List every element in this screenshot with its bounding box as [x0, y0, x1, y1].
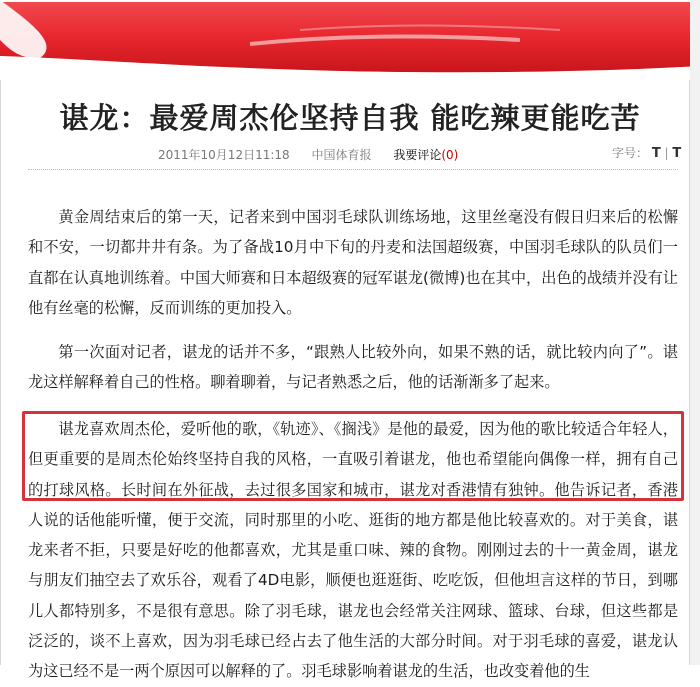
comment-link[interactable]: 我要评论 [393, 148, 442, 162]
font-size-control [612, 144, 681, 161]
scrollbar-track[interactable] [690, 0, 700, 665]
paragraph: 谌龙喜欢周杰伦，爱听他的歌，《轨迹》、《搁浅》是他的最爱，因为他的歌比较适合年轻人，但更重要的是周杰伦始终坚持自我的风格，一直吸引着谌龙，他也希望能向偶像一样，拥有自己的打球风格。长时间在外征战，去过很多国家和城市，谌龙对香港情有独钟。他告诉记者，香港人说的话他能听懂，便于交流，同时那里的小吃、逛街的地方都是他比较喜欢的。对于美食，谌龙来者不拒，只要是好吃的他都喜欢，尤其是重口味、辣的食物。刚刚过去的十一黄金周，谌龙与朋友们抽空去了欢乐谷，观看了4D电影，顺便也逛逛街、吃吃饭，但他坦言这样的节日，到哪儿人都特别多，不是很有意思。除了羽毛球，谌龙也会经常关注网球、篮球、台球，但这些都是泛泛的，谈不上喜欢，因为羽毛球已经占去了他生活的大部分时间。对于羽毛球的喜爱，谌龙认为这已经不是一两个原因可以解释的了。羽毛球影响着谌龙的生活，也改变着他的生 [28, 420, 678, 681]
paragraph: 黄金周结束后的第一天，记者来到中国羽毛球队训练场地，这里丝毫没有假日归来后的松懈和不安，一切都井井有条。为了备战10月中下旬的丹麦和法国超级赛，中国羽毛球队的队员们一直都在认真地训练着。中国大师赛和日本超级赛的冠军谌龙(微博)也在其中，出色的战绩并没有让他有丝毫的松懈，反而训练的更加投入。 [28, 208, 678, 317]
article-meta [158, 146, 458, 163]
font-size-separator: | [664, 146, 669, 160]
comment-count[interactable]: (0) [441, 148, 459, 162]
paragraph: 第一次面对记者，谌龙的话并不多，“跟熟人比较外向，如果不熟的话，就比较内向了”。谌龙这样解释着自己的性格。聊着聊着，与记者熟悉之后，他的话渐渐多了起来。 [28, 343, 678, 392]
highlight-box [22, 411, 684, 501]
font-size-label: 字号： [612, 146, 649, 160]
font-size-large-button[interactable]: T [651, 146, 661, 161]
publish-date: 2011年10月12日11:18 [158, 148, 290, 162]
font-size-small-button[interactable]: T [672, 146, 682, 161]
article-source[interactable]: 中国体育报 [311, 148, 372, 162]
article-title: 谌龙：最爱周杰伦坚持自我 能吃辣更能吃苦 [59, 101, 641, 135]
red-banner-decoration [0, 0, 700, 80]
header-divider [28, 169, 678, 170]
